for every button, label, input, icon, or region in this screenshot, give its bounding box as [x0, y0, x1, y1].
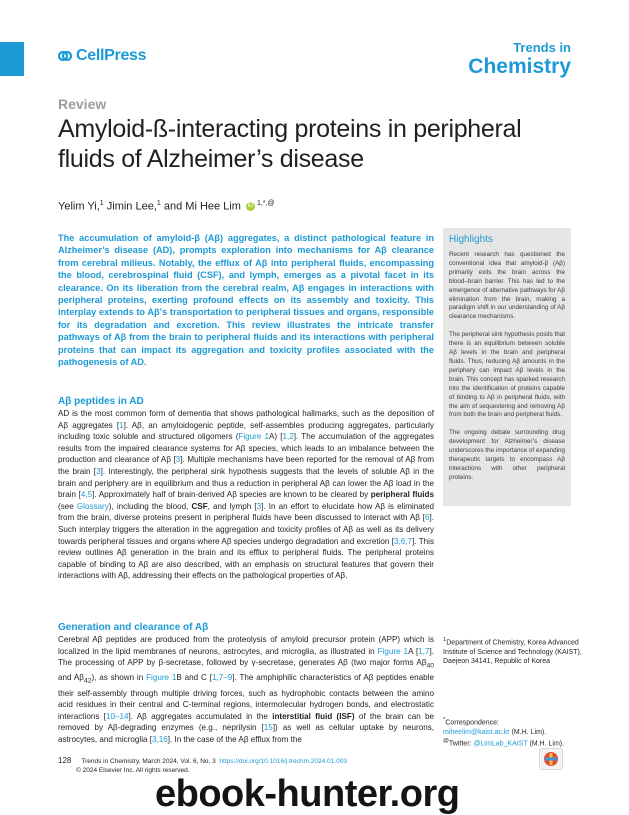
check-for-updates-badge[interactable]	[539, 748, 563, 770]
highlight-item: Recent research has questioned the conventional idea that amyloid-β (Aβ) primarily exits the brain across the blood–brain barrier. This has led to the emergence of alternative pathways for Aβ elimination from the brain, making a paradigm shift in our understanding of Aβ clearance mechanisms.	[449, 251, 565, 321]
article-title: Amyloid-ß-interacting proteins in peripheral fluids of Alzheimer’s disease	[58, 115, 522, 173]
reference-link[interactable]: 3	[96, 466, 101, 476]
glossary-term: interstitial fluid (ISF)	[272, 711, 355, 721]
glossary-term: peripheral fluids	[370, 490, 434, 500]
author-name: Yelim Yi,	[58, 200, 100, 213]
reference-link[interactable]: 10–14	[105, 711, 129, 721]
affiliation: $^1$Department of Chemistry, Korea Advanced Institute of Science and Technology (KAIST), Daejeon 34141, Republic of Korea	[443, 637, 582, 666]
section-heading-peptides: Aβ peptides in AD	[58, 396, 144, 407]
abstract: The accumulation of amyloid-β (Aβ) aggregates, a distinct pathological feature in Alzheimer’s disease (AD), prompts exploration into mechanisms for Aβ clearance from cerebral milieus. Notably, the efflux of Aβ into peripheral fluids, encompassing the blood, cerebrospinal fluid (CSF), and lymph, emerges as a pivotal facet in its clearance. On its liberation from the cerebral realm, Aβ engages in interactions with peripheral proteins, exerting profound effects on its assembly and toxicity. This interplay extends to Aβ’s transportation to peripheral tissues and organs, responsible for its degradation and excretion. This review illustrates the intricate transfer pathways of Aβ from the brain to peripheral fluids and its interactions with peripheral proteins that can impact its aggregation and toxicity profiles associated with the pathogenesis of AD.	[58, 233, 434, 368]
section-body-peptides: AD is the most common form of dementia that shows pathological hallmarks, such as the deposition of Aβ aggregates [1]. Aβ, an amyloidogenic peptide, self-assembles producing aggregates, particularly including toxic soluble and structured oligomers (Figure 1A) [1,2]. The accumulation of the aggregates results from the impaired clearance systems for Aβ species, which leads to an imbalance between the production and clearance of Aβ [3]. Multiple mechanisms have been reported for the removal of Aβ from the brain [3]. Interestingly, the peripheral sink hypothesis suggests that the levels of soluble Aβ in the brain and periphery are in equilibrium and thus a reduction in peripheral Aβ can lower the Aβ load in the brain [4,5]. Approximately half of brain-derived Aβ species are known to be cleared by peripheral fluids (see Glossary), including the blood, CSF, and lymph [3]. In an effort to elucidate how Aβ is eliminated from the brain, diverse proteins present in peripheral fluids have been discussed to interact with Aβ [6]. Such interplay triggers the alteration in the aggregation and toxicity profiles of Aβ as well as its delivery towards peripheral tissues and organs where Aβ species undergo degradation and excretion [3,6,7]. This review outlines Aβ generation in the brain and its efflux to peripheral fluids. The peripheral proteins capable of binding to Aβ are also described, with an emphasis on structural features that govern their interactions with Aβ, addressing their effects on the pathological properties of Aβ.	[58, 409, 435, 581]
reference-link[interactable]: 3	[256, 501, 262, 511]
figure-link[interactable]: Figure 1	[238, 432, 269, 442]
reference-link[interactable]: 1,7	[418, 646, 430, 656]
glossary-term: CSF	[191, 501, 208, 511]
figure-link[interactable]: Figure 1	[146, 673, 177, 683]
reference-link[interactable]: 3	[175, 455, 181, 465]
highlight-item: The ongoing debate surrounding drug development for Alzheimer’s disease underscores the importance of expanding therapeutic targets to encompass Aβ interactions with other peripheral proteins.	[449, 429, 565, 481]
watermark: ebook-hunter.org	[155, 773, 460, 815]
figure-link[interactable]: Figure 1	[377, 646, 409, 656]
twitter-link[interactable]: @LimLab_KAIST	[473, 740, 528, 748]
doi-link[interactable]: https://doi.org/10.1016/j.trechm.2024.01.003	[219, 758, 347, 765]
copyright: © 2024 Elsevier Inc. All rights reserved.	[76, 767, 190, 774]
reference-link[interactable]: 3,6,7	[394, 536, 413, 546]
color-tab	[0, 42, 24, 76]
reference-link[interactable]: 6	[424, 513, 430, 523]
email-link[interactable]: miheelim@kaist.ac.kr	[443, 728, 510, 736]
cellpress-logo-text: CellPress	[76, 47, 147, 64]
reference-link[interactable]: 15	[263, 723, 273, 733]
author-affil-sup: 1	[156, 200, 161, 207]
journal-info: Trends in Chemistry, March 2024, Vol. 6, No. 3	[81, 758, 216, 765]
author-name: Jimin Lee,	[103, 200, 157, 213]
page-number: 128	[58, 756, 72, 765]
author-affil-sup: 1	[99, 200, 104, 207]
orcid-icon[interactable]: iD	[247, 203, 254, 210]
journal-line2: Chemistry	[468, 55, 571, 78]
reference-link[interactable]: 1,2	[282, 432, 294, 442]
author-list	[58, 200, 275, 213]
highlights-box	[443, 228, 571, 506]
cellpress-logo[interactable]	[58, 47, 146, 65]
reference-link[interactable]: 4,5	[80, 490, 93, 500]
article-type: Review	[58, 96, 107, 112]
journal-line1: Trends in	[513, 40, 571, 55]
highlight-item: The peripheral sink hypothesis posits that there is an equilibrium between soluble Aβ levels in the brain and peripheral fluids. Thus, reducing Aβ amounts in the periphery can impact Aβ levels in the brain. This concept has sparked research into the identification of proteins capable of binding to Aβ in peripheral fluids, with the aim of sequestering and removing Aβ from both the brain and peripheral fluids.	[449, 331, 565, 419]
crossmark-icon	[543, 751, 559, 767]
section-body-generation: Cerebral Aβ peptides are produced from the proteolysis of amyloid precursor protein (APP) which is localized in the lipid membranes of neurons, astrocytes, and microglia, as illustrated in Figure 1A [1,7]. The processing of APP by β-secretase, followed by γ-secretase, generates Aβ (two major forms $A\beta_{40}$ and $A\beta_{42}$), as shown in Figure 1B and C [1,7–9]. The amphiphilic characteristics of Aβ peptides enable their self-assembly through multiple driving forces, such as hydrophobic contacts between the amino acid residues in their central and C-terminal regions, intermolecular hydrogen bonds, and electrostatic interactions [10–14]. Aβ aggregates accumulated in the interstitial fluid (ISF) of the brain can be removed by Aβ-degrading enzymes (e.g., neprilysin [15]) as well as cellular uptake by neurons, astrocytes, and microglia [3,16]. In the case of the Aβ efflux from the	[58, 635, 435, 744]
section-heading-generation: Generation and clearance of Aβ	[58, 622, 209, 633]
correspondence: *Correspondence: miheelim@kaist.ac.kr (M.H. Lim). @Twitter: @LimLab_KAIST (M.H. Lim).	[443, 717, 565, 748]
reference-link[interactable]: 3,16	[152, 734, 168, 744]
cellpress-icon	[58, 49, 72, 63]
author-affil-sup: 1,*,@	[256, 200, 275, 207]
highlights-heading: Highlights	[449, 234, 493, 245]
glossary-link[interactable]: Glossary	[76, 501, 109, 511]
journal-name[interactable]	[468, 40, 571, 79]
author-name: and Mi Hee Lim	[160, 200, 241, 213]
reference-link[interactable]: 1	[119, 420, 124, 430]
reference-link[interactable]: 1,7–9	[211, 673, 233, 683]
